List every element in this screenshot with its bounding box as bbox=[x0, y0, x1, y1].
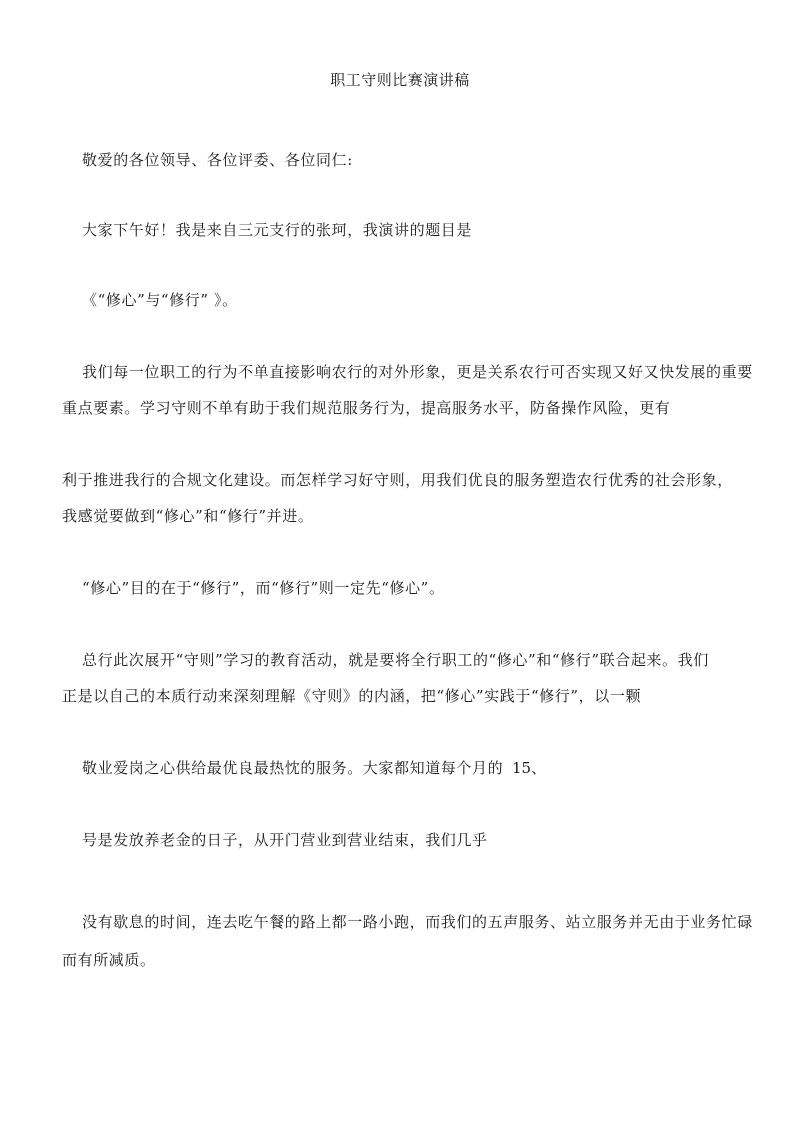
paragraph-line: 大家下午好！我是来自三元支行的张珂，我演讲的题目是 bbox=[82, 221, 473, 239]
paragraph-line: 正是以自己的本质行动来深刻理解《守则》的内涵，把“修心”实践于“修行”，以一颗 bbox=[62, 687, 642, 705]
paragraph-line: 我感觉要做到“修心”和“修行”并进。 bbox=[62, 507, 314, 525]
paragraph-line: 号是发放养老金的日子，从开门营业到营业结束，我们几乎 bbox=[82, 831, 488, 849]
paragraph-line: 重点要素。学习守则不单有助于我们规范服务行为，提高服务水平，防备操作风险，更有 bbox=[62, 399, 671, 417]
salutation-line: 敬爱的各位领导、各位评委、各位同仁: bbox=[82, 151, 353, 169]
paragraph-number: 15、 bbox=[512, 759, 547, 777]
paragraph-line: 而有所减质。 bbox=[62, 951, 156, 969]
document-title: 职工守则比赛演讲稿 bbox=[330, 71, 470, 89]
paragraph-line: “修心”目的在于“修行”，而“修行”则一定先“修心”。 bbox=[82, 579, 445, 597]
paragraph-line: 没有歇息的时间，连去吃午餐的路上都一路小跑，而我们的五声服务、站立服务并无由于业务忙碌 bbox=[82, 913, 753, 931]
paragraph-line: 《“修心”与“修行” 》。 bbox=[82, 291, 238, 309]
paragraph-line: 敬业爱岗之心供给最优良最热忱的服务。大家都知道每个月的 bbox=[82, 759, 504, 777]
paragraph-line: 总行此次展开“守则”学习的教育活动，就是要将全行职工的“修心”和“修行”联合起来。我们 bbox=[82, 651, 709, 669]
paragraph-line: 利于推进我行的合规文化建设。而怎样学习好守则，用我们优良的服务塑造农行优秀的社会形象， bbox=[62, 471, 733, 489]
paragraph-line: 我们每一位职工的行为不单直接影响农行的对外形象，更是关系农行可否实现又好又快发展的重要 bbox=[82, 363, 753, 381]
